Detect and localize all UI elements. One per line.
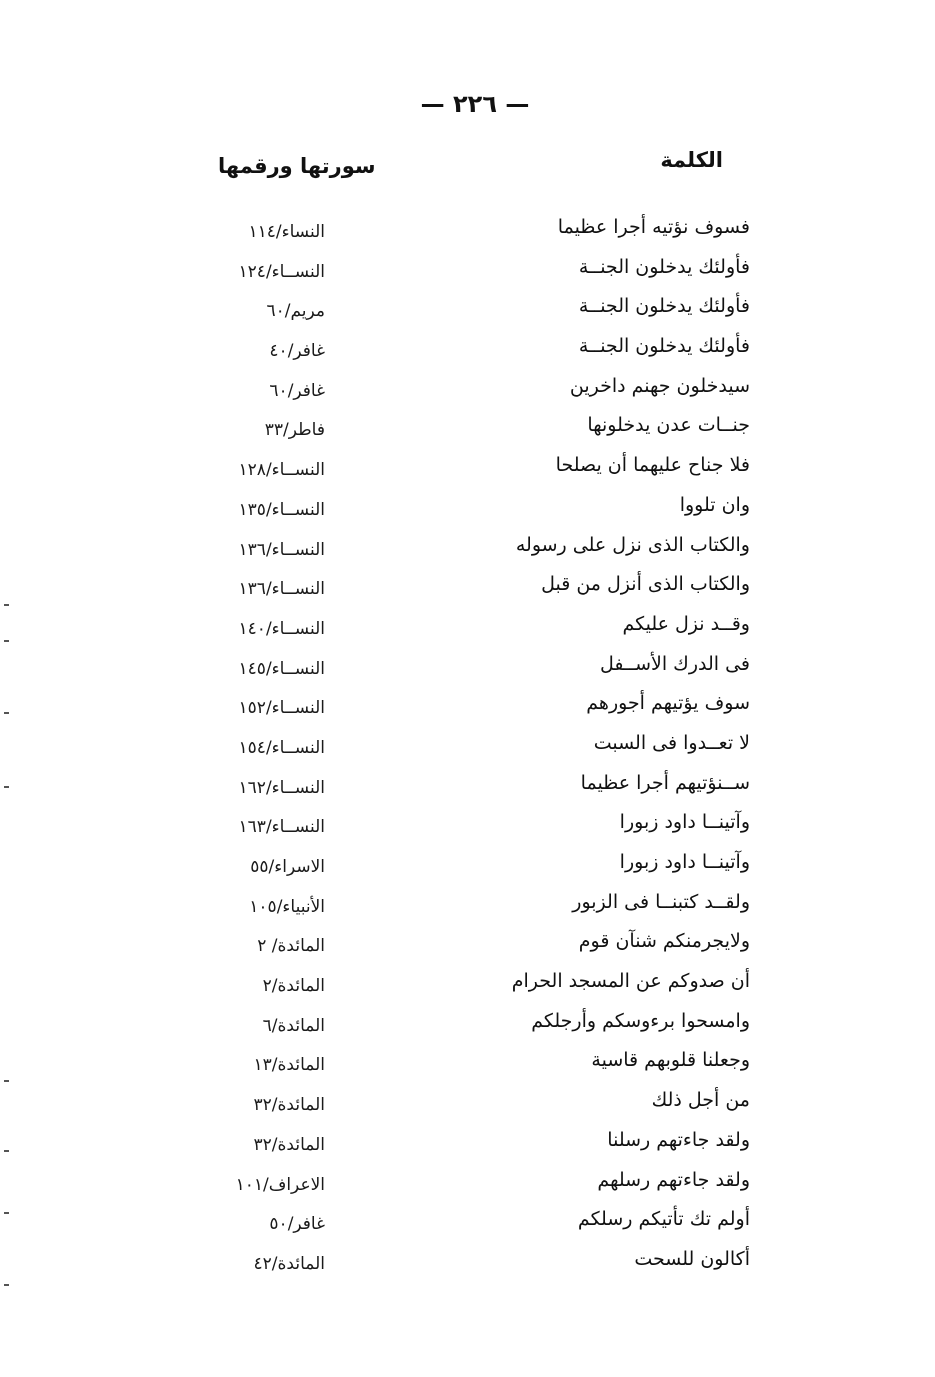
row-reference: المائدة/٢ (262, 976, 325, 997)
row-reference: النســاء/١٦٢ (238, 777, 325, 798)
table-row (0, 809, 935, 849)
row-word: فلا جناح عليهما أن يصلحا (555, 454, 750, 477)
row-reference: المائدة/ ٢ (257, 936, 325, 957)
row-reference: النســاء/١٦٣ (238, 817, 325, 838)
row-reference: الأنبياء/١٠٥ (249, 896, 325, 917)
table-row (0, 333, 935, 373)
page-number: — ٢٢٦ — (420, 90, 530, 118)
row-reference: النســاء/١٣٥ (238, 499, 325, 520)
row-reference: المائدة/٣٢ (253, 1134, 325, 1155)
row-word: أكالون للسحت (634, 1247, 750, 1270)
row-word: فأولئك يدخلون الجنــة (578, 335, 750, 358)
table-row (0, 1087, 935, 1127)
row-word: وقــد نزل عليكم (622, 612, 750, 635)
table-row (0, 373, 935, 413)
header-reference-column: سورتها ورقمها (218, 154, 376, 178)
row-reference: الاسراء/٥٥ (250, 857, 325, 877)
table-row (0, 532, 935, 572)
table-row (0, 690, 935, 730)
table-row (0, 770, 935, 810)
table-row (0, 730, 935, 770)
row-word: أولم تك تأتيكم رسلكم (577, 1208, 750, 1231)
scan-speck (4, 786, 9, 788)
row-word: وآتينــا داود زبورا (619, 851, 750, 873)
table-row (0, 1047, 935, 1087)
row-reference: غافر/٤٠ (269, 341, 325, 362)
scan-speck (4, 712, 9, 714)
row-word: فسوف نؤتيه أجرا عظيما (557, 216, 750, 238)
table-row (0, 571, 935, 611)
row-word: أن صدوكم عن المسجد الحرام (511, 970, 750, 993)
row-word: لا تعــدوا فى السبت (593, 731, 750, 754)
table-row (0, 928, 935, 968)
row-word: وآتينــا داود زبورا (619, 811, 750, 834)
scan-speck (4, 604, 9, 606)
row-reference: النســاء/١٢٤ (238, 261, 325, 282)
table-row (0, 452, 935, 492)
row-word: والكتاب الذى نزل على رسوله (515, 533, 750, 556)
row-reference: النساء/١١٤ (248, 222, 325, 242)
row-word: وجعلنا قلوبهم قاسية (591, 1049, 750, 1072)
table-row (0, 889, 935, 929)
scan-speck (4, 1150, 9, 1152)
row-reference: النســاء/١٣٦ (238, 579, 325, 600)
row-word: جنــات عدن يدخلونها (587, 414, 750, 437)
table-row (0, 611, 935, 651)
row-reference: المائدة/٣٢ (253, 1095, 325, 1116)
row-reference: مريم/٦٠ (266, 301, 325, 322)
table-row (0, 1246, 935, 1286)
scan-speck (4, 1212, 9, 1214)
row-reference: الاعراف/١٠١ (235, 1174, 325, 1195)
row-word: ولقــد كتبنــا فى الزبور (572, 890, 750, 913)
row-reference: غافر/٥٠ (269, 1214, 325, 1235)
row-word: ولقد جاءتهم رسلنا (607, 1128, 750, 1151)
row-reference: النســاء/١٤٥ (238, 658, 325, 679)
row-word: سوف يؤتيهم أجورهم (586, 692, 750, 715)
scan-speck (4, 1080, 9, 1082)
row-word: ولايجرمنكم شنآن قوم (578, 930, 750, 953)
table-row (0, 1008, 935, 1048)
row-reference: النســاء/١٣٦ (238, 539, 325, 560)
row-reference: المائدة/١٣ (253, 1055, 325, 1076)
row-reference: النســاء/١٥٤ (238, 737, 325, 758)
row-reference: غافر/٦٠ (269, 380, 325, 401)
row-word: وامسحوا برءوسكم وأرجلكم (531, 1009, 750, 1032)
table-row (0, 1127, 935, 1167)
table-row (0, 254, 935, 294)
row-reference: فاطر/٣٣ (264, 420, 325, 441)
row-reference: النســاء/١٤٠ (238, 618, 325, 639)
table-row (0, 412, 935, 452)
table-row (0, 214, 935, 254)
row-reference: المائدة/٦ (262, 1015, 325, 1036)
scan-speck (4, 1284, 9, 1286)
row-reference: النســاء/١٢٨ (238, 460, 325, 481)
scan-speck (4, 640, 9, 642)
table-row (0, 849, 935, 889)
header-word-column: الكلمة (660, 148, 723, 172)
row-reference: النســاء/١٥٢ (238, 698, 325, 719)
row-word: من أجل ذلك (651, 1089, 750, 1112)
row-word: فى الدرك الأســفل (599, 652, 750, 675)
table-row (0, 651, 935, 691)
row-word: ولقد جاءتهم رسلهم (597, 1168, 750, 1191)
row-word: وان تلووا (679, 493, 750, 516)
table-row (0, 968, 935, 1008)
table-row (0, 1167, 935, 1207)
row-word: سيدخلون جهنم داخرين (569, 374, 750, 397)
row-word: ســنؤتيهم أجرا عظيما (580, 771, 750, 794)
table-row (0, 492, 935, 532)
row-word: فأولئك يدخلون الجنــة (578, 255, 750, 278)
row-word: والكتاب الذى أنزل من قبل (541, 573, 750, 596)
row-word: فأولئك يدخلون الجنــة (578, 295, 750, 318)
table-header (0, 148, 935, 188)
table-row (0, 293, 935, 333)
table-row (0, 1206, 935, 1246)
row-reference: المائدة/٤٢ (253, 1253, 325, 1274)
word-reference-list (0, 214, 935, 1286)
